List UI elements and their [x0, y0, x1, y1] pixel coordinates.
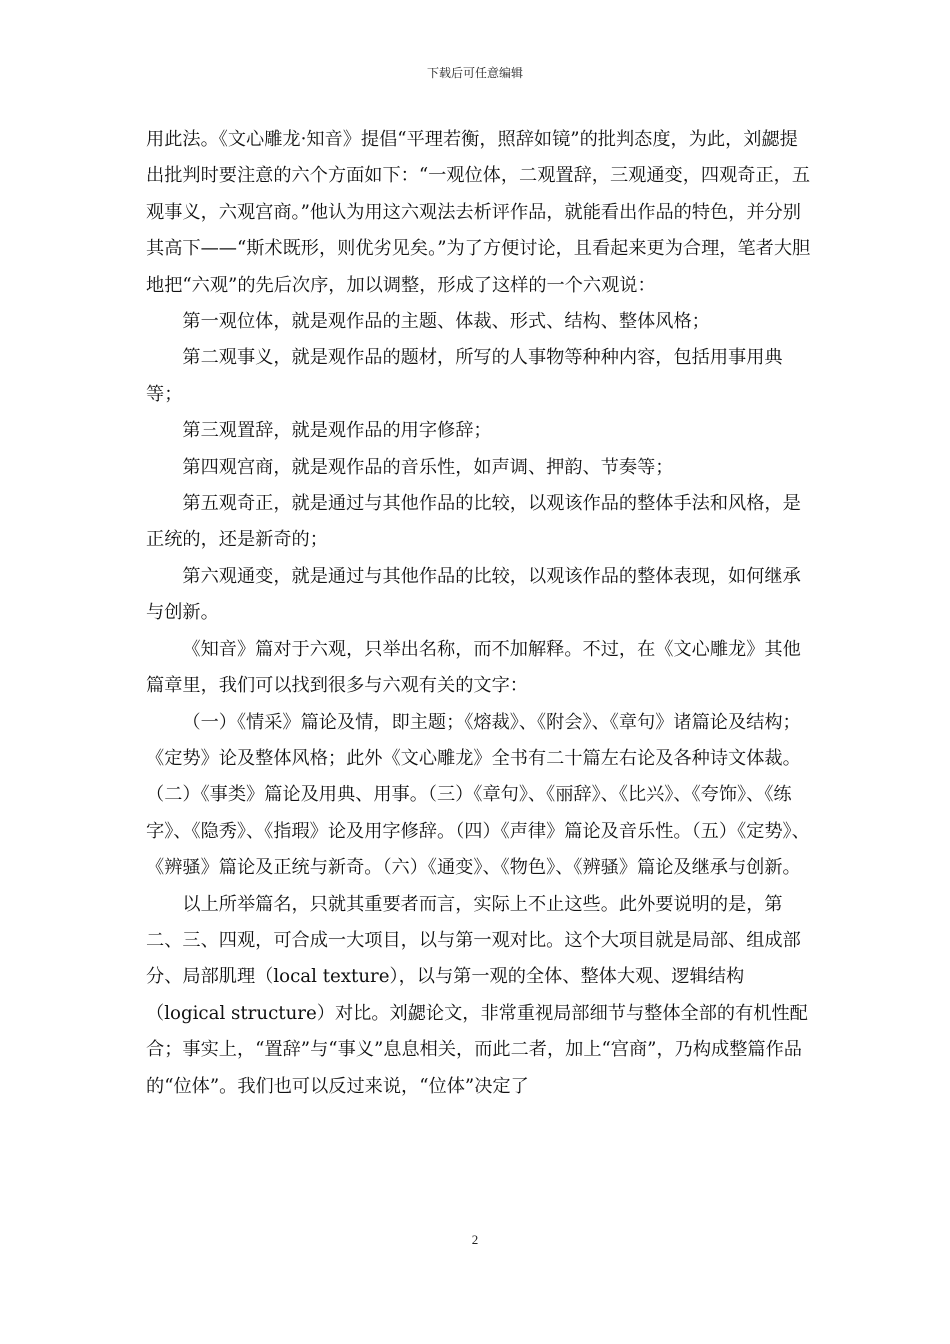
paragraph: 《知音》篇对于六观，只举出名称，而不加解释。不过，在《文心雕龙》其他篇章里，我们可以找到很多与六观有关的文字：	[146, 638, 801, 697]
paragraph: 第五观奇正，就是通过与其他作品的比较，以观该作品的整体手法和风格，是正统的，还是新奇的；	[146, 493, 801, 551]
page-number: 2	[471, 1232, 479, 1247]
body-text	[146, 122, 814, 1105]
paragraph: （一）《情采》篇论及情，即主题；《熔裁》、《附会》、《章句》诸篇论及结构；《定势》论及整体风格；此外《文心雕龙》全书有二十篇左右论及各种诗文体裁。（二）《事类》篇论及用典、用事。（三）《章句》、《丽辞》、《比兴》、《夸饰》、《练字》、《隐秀》、《指瑕》论及用字修辞。（四）《声律》篇论及音乐性。（五）《定势》、《辨骚》篇论及正统与新奇。（六）《通变》、《物色》、《辨骚》篇论及继承与创新。	[146, 711, 810, 879]
paragraph: 第六观通变，就是通过与其他作品的比较，以观该作品的整体表现，如何继承与创新。	[146, 565, 801, 624]
paragraph: 第四观宫商，就是观作品的音乐性，如声调、押韵、节奏等；	[182, 456, 674, 478]
paragraph: 第二观事义，就是观作品的题材，所写的人事物等种种内容，包括用事用典等；	[146, 347, 783, 405]
paragraph: 用此法。《文心雕龙·知音》提倡“平理若衡，照辞如镜”的批判态度，为此，刘勰提出批判时要注意的六个方面如下：“一观位体，二观置辞，三观通变，四观奇正，五观事义，六观宫商。”他认为用这六观法去析评作品，就能看出作品的特色，并分别其高下——“斯术既形，则优劣见矣。”为了方便讨论，且看起来更为合理，笔者大胆地把“六观”的先后次序，加以调整，形成了这样的一个六观说：	[146, 129, 811, 296]
paragraph: 第一观位体，就是观作品的主题、体裁、形式、结构、整体风格；	[182, 311, 710, 333]
paragraph: 以上所举篇名，只就其重要者而言，实际上不止这些。此外要说明的是，第二、三、四观，可合成一大项目，以与第一观对比。这个大项目就是局部、组成部分、局部肌理（local texture），以与第一观的全体、整体大观、逻辑结构（logical structure）对比。刘勰论文，非常重视局部细节与整体全部的有机性配合；事实上，“置辞”与“事义”息息相关，而此二者，加上“宫商”，乃构成整篇作品的“位体”。我们也可以反过来说，“位体”决定了	[146, 893, 808, 1097]
page-header: 下载后可任意编辑	[426, 66, 523, 80]
paragraph: 第三观置辞，就是观作品的用字修辞；	[182, 420, 492, 442]
